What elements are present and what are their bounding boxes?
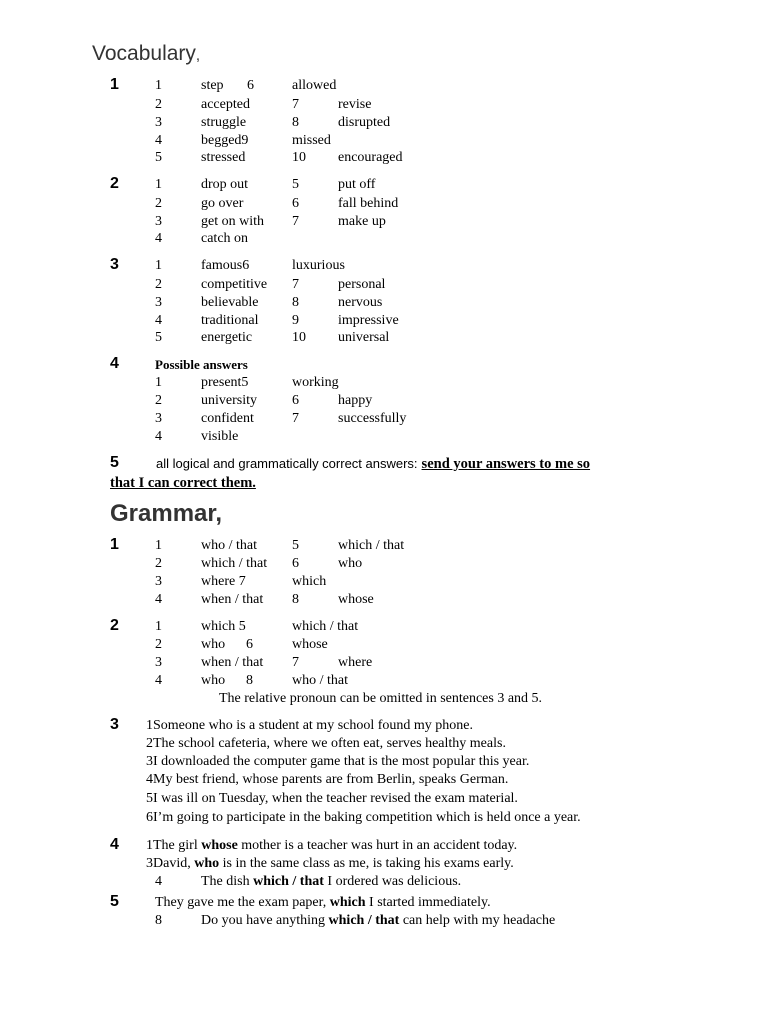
vocab-ex5-instruction-cont: that I can correct them. (110, 475, 256, 491)
item-number: 1 (155, 258, 162, 273)
item-number: 5 (146, 791, 153, 806)
answer: impressive (338, 313, 399, 328)
answer: revise (338, 97, 372, 112)
item-number: 8 (246, 673, 253, 688)
answer: step (201, 78, 224, 93)
answer: which / that (201, 556, 268, 571)
sentence: I’m going to participate in the baking competition which is held once a year. (153, 810, 581, 825)
answer: make up (338, 214, 386, 229)
answer: traditional (201, 313, 259, 328)
grammar-ex2-note: The relative pronoun can be omitted in sentences 3 and 5. (219, 691, 543, 706)
item-number: 5 (292, 177, 299, 192)
item-number: 6 (146, 810, 153, 825)
item-number: 1 (155, 177, 162, 192)
sentence-part: is in the same class as me, is taking his exams early. (219, 856, 514, 871)
vocabulary-heading (92, 42, 200, 66)
grammar-ex3-line (146, 772, 508, 788)
sentence-part: The girl (153, 838, 202, 853)
answer: which (292, 574, 327, 589)
item-number: 4 (155, 231, 162, 246)
answer: competitive (201, 277, 268, 292)
grammar-title-punct: , (215, 500, 223, 527)
sentence-part: The dish (201, 874, 254, 889)
answer: who (201, 637, 226, 652)
item-number: 6 (246, 637, 253, 652)
answer-word: which (329, 895, 366, 910)
grammar-ex5-line (155, 895, 491, 911)
answer: when / that (201, 655, 264, 670)
answer: present5 (201, 375, 249, 390)
item-number: 6 (292, 196, 299, 211)
answer: happy (338, 393, 373, 408)
grammar-ex3-line (146, 736, 506, 752)
answer: luxurious (292, 258, 345, 273)
grammar-exercise-2-number: 2 (110, 617, 119, 634)
item-number: 5 (155, 150, 162, 165)
item-number: 2 (155, 637, 162, 652)
item-number: 7 (292, 277, 299, 292)
vocab-ex5-instruction: send your answers to me so (421, 456, 591, 472)
answer: who (338, 556, 363, 571)
item-number: 1 (146, 718, 153, 733)
answer: catch on (201, 231, 249, 246)
item-number: 4 (155, 874, 162, 889)
item-number: 1 (155, 619, 162, 634)
answer: which / that (338, 538, 405, 553)
item-number: 3 (155, 214, 162, 229)
item-number: 2 (146, 736, 153, 751)
item-number: 4 (155, 133, 162, 148)
answer: working (292, 375, 339, 390)
item-number: 3 (146, 754, 153, 769)
grammar-ex3-line (146, 791, 518, 807)
sentence-part: They gave me the exam paper, (155, 895, 330, 910)
vocab-exercise-2-number: 2 (110, 175, 119, 192)
item-number: 4 (155, 429, 162, 444)
item-number: 3 (155, 574, 162, 589)
item-number: 10 (292, 330, 306, 345)
item-number: 3 (155, 115, 162, 130)
sentence-part: I ordered was delicious. (323, 874, 462, 889)
answer: stressed (201, 150, 246, 165)
item-number: 4 (155, 592, 162, 607)
answer: famous6 (201, 258, 250, 273)
answer: accepted (201, 97, 250, 112)
grammar-exercise-4-number: 4 (110, 836, 119, 853)
answer: which / that (292, 619, 359, 634)
item-number: 4 (155, 673, 162, 688)
item-number: 9 (292, 313, 299, 328)
grammar-title: Grammar (110, 500, 216, 527)
answer: fall behind (338, 196, 399, 211)
vocab-ex5-text: all logical and grammatically correct answers: (156, 456, 418, 471)
sentence: The school cafeteria, where we often eat, serves healthy meals. (153, 736, 506, 751)
answer: personal (338, 277, 386, 292)
item-number: 2 (155, 393, 162, 408)
item-number: 1 (155, 538, 162, 553)
item-number: 7 (292, 655, 299, 670)
item-number: 5 (155, 330, 162, 345)
grammar-exercise-3-number: 3 (110, 716, 119, 733)
answer: who / that (201, 538, 257, 553)
sentence-part: mother is a teacher was hurt in an accident today. (237, 838, 518, 853)
item-number: 2 (155, 556, 162, 571)
sentence-part: Do you have anything (201, 913, 329, 928)
grammar-ex4-line (146, 856, 514, 872)
item-number: 8 (155, 913, 162, 928)
answer: begged9 (201, 133, 249, 148)
answer: whose (338, 592, 374, 607)
sentence: My best friend, whose parents are from Berlin, speaks German. (153, 772, 509, 787)
item-number: 2 (155, 97, 162, 112)
grammar-ex3-line (146, 754, 529, 770)
answer-word: which / that (253, 874, 324, 889)
item-number: 1 (155, 78, 162, 93)
sentence: Someone who is a student at my school found my phone. (153, 718, 474, 733)
answer: get on with (201, 214, 264, 229)
answer: go over (201, 196, 244, 211)
answer: who (201, 673, 226, 688)
vocabulary-title: Vocabulary (92, 42, 196, 65)
answer: believable (201, 295, 259, 310)
item-number: 2 (155, 196, 162, 211)
vocab-exercise-1-number: 1 (110, 76, 119, 93)
answer: energetic (201, 330, 253, 345)
grammar-ex3-line (146, 718, 473, 734)
item-number: 6 (292, 393, 299, 408)
vocab-exercise-4-number: 4 (110, 355, 119, 372)
possible-answers-label: Possible answers (155, 357, 248, 372)
item-number: 5 (292, 538, 299, 553)
sentence-part: I started immediately. (365, 895, 491, 910)
item-number: 1 (155, 375, 162, 390)
answer: visible (201, 429, 239, 444)
sentence: I downloaded the computer game that is the most popular this year. (153, 754, 530, 769)
answer: when / that (201, 592, 264, 607)
item-number: 7 (292, 411, 299, 426)
answer: who / that (292, 673, 348, 688)
answer: where 7 (201, 574, 246, 589)
vocab-ex5-line (156, 455, 590, 473)
answer: universal (338, 330, 390, 345)
grammar-ex4-line (146, 838, 517, 854)
answer: encouraged (338, 150, 403, 165)
item-number: 3 (155, 411, 162, 426)
item-number: 3 (155, 655, 162, 670)
item-number: 8 (292, 295, 299, 310)
answer: which 5 (201, 619, 246, 634)
answer: allowed (292, 78, 337, 93)
vocab-exercise-3-number: 3 (110, 256, 119, 273)
item-number: 7 (292, 97, 299, 112)
answer: where (338, 655, 373, 670)
answer: nervous (338, 295, 383, 310)
answer-word: which / that (328, 913, 400, 928)
item-number: 4 (155, 313, 162, 328)
item-number: 8 (292, 592, 299, 607)
answer: confident (201, 411, 254, 426)
item-number: 4 (146, 772, 153, 787)
answer-word: whose (201, 838, 238, 853)
item-number: 6 (247, 78, 254, 93)
answer: university (201, 393, 257, 408)
vocabulary-title-punct: , (195, 47, 201, 64)
item-number: 3 (155, 295, 162, 310)
item-number: 3 (146, 856, 153, 871)
item-number: 7 (292, 214, 299, 229)
answer-word: who (194, 856, 220, 871)
item-number: 8 (292, 115, 299, 130)
sentence: I was ill on Tuesday, when the teacher revised the exam material. (153, 791, 518, 806)
sentence-part: can help with my headache (399, 913, 556, 928)
grammar-exercise-1-number: 1 (110, 536, 119, 553)
answer: disrupted (338, 115, 391, 130)
grammar-ex3-line (146, 810, 581, 826)
answer: put off (338, 177, 376, 192)
vocab-exercise-5-number: 5 (110, 454, 119, 471)
sentence-part: David, (153, 856, 195, 871)
answer: drop out (201, 177, 249, 192)
item-number: 6 (292, 556, 299, 571)
answer: whose (292, 637, 328, 652)
item-number: 1 (146, 838, 153, 853)
answer: successfully (338, 411, 407, 426)
grammar-heading (110, 500, 222, 528)
item-number: 2 (155, 277, 162, 292)
grammar-exercise-5-number: 5 (110, 893, 119, 910)
answer: struggle (201, 115, 247, 130)
answer: missed (292, 133, 331, 148)
item-number: 10 (292, 150, 306, 165)
